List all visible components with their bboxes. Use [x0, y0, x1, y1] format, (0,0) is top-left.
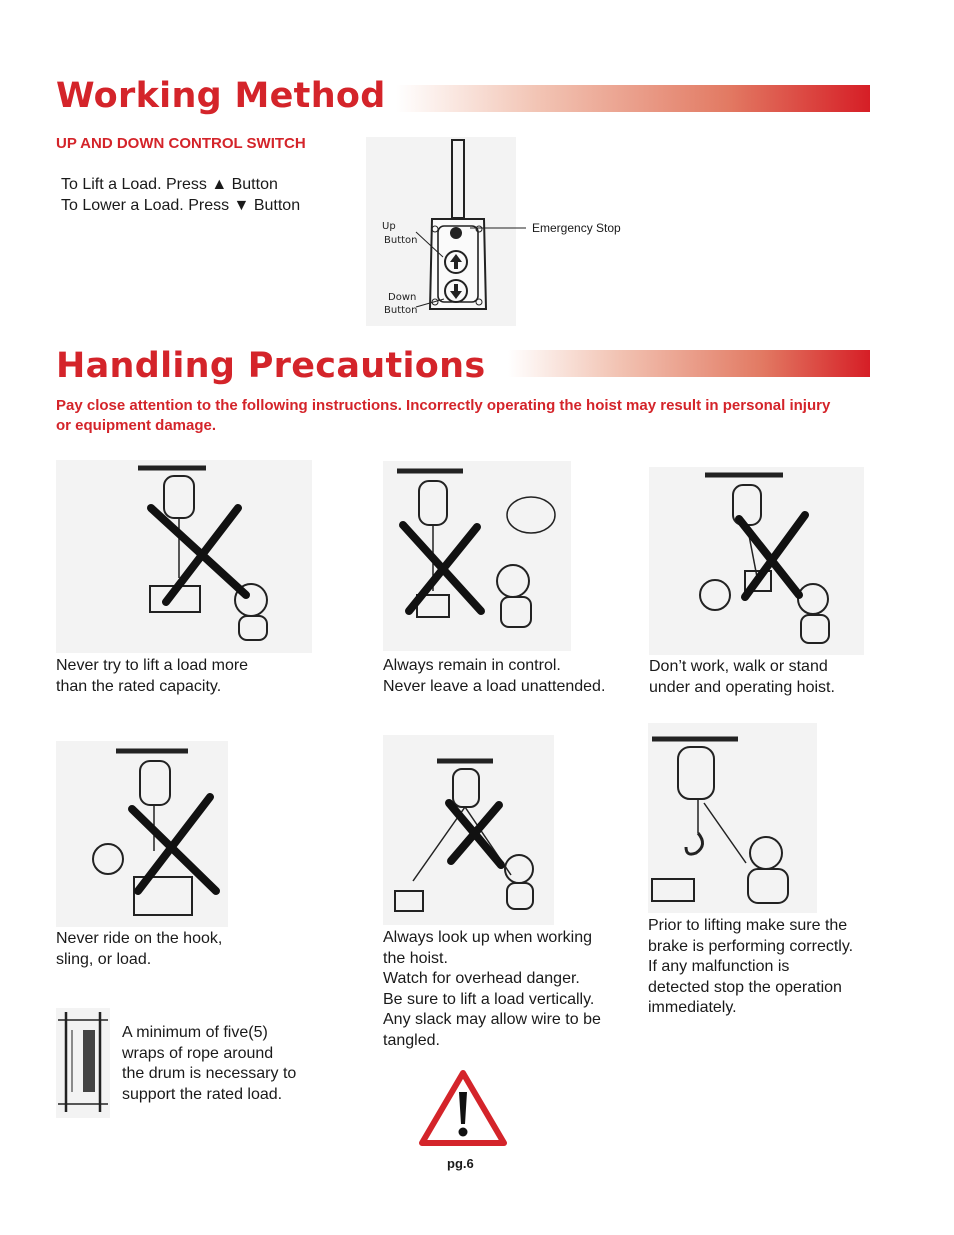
load-box-icon [395, 891, 423, 911]
page-number: pg.6 [447, 1156, 474, 1171]
lower-instruction: To Lower a Load. Press ▼ Button [61, 197, 301, 214]
injured-worker-icon [700, 580, 730, 610]
up-label: Up [382, 221, 396, 232]
prohibited-cross-icon [449, 803, 501, 865]
under-hoist-figure [649, 467, 864, 655]
hoist-icon [419, 481, 447, 525]
load-box-icon [652, 879, 694, 901]
riding-worker-icon [93, 844, 123, 874]
hoist-icon [678, 747, 714, 799]
down-triangle-icon: ▼ [233, 197, 250, 214]
up-triangle-icon: ▲ [211, 176, 228, 193]
down-button-label: Button [384, 305, 418, 316]
worker-icon [750, 837, 782, 869]
thought-bubble-icon [507, 497, 555, 533]
emergency-stop-leader-line [470, 222, 530, 234]
ride-hook-figure [56, 741, 228, 927]
caption-unattended: Always remain in control. Never leave a load unattended. [383, 657, 606, 695]
handling-precautions-title: Handling Precautions [56, 346, 486, 386]
unattended-load-figure [383, 461, 571, 651]
worker-icon [505, 855, 533, 883]
hoist-icon [140, 761, 170, 805]
control-switch-subtitle: UP AND DOWN CONTROL SWITCH [56, 135, 306, 152]
hoist-icon [453, 769, 479, 807]
down-label: Down [388, 292, 417, 303]
overload-figure [56, 460, 312, 653]
prohibited-cross-icon [403, 525, 481, 611]
handling-warning-text: Pay close attention to the following instructions. Incorrectly operating the hoist may result in personal injury or equipment damage. [56, 397, 831, 434]
caption-under-hoist: Don’t work, walk or stand under and operating hoist. [649, 658, 835, 696]
handling-precautions-header-bar [508, 350, 870, 377]
emergency-stop-label: Emergency Stop [532, 221, 621, 235]
emergency-stop-icon [450, 227, 462, 239]
lift-instruction: To Lift a Load. Press ▲ Button [61, 176, 278, 193]
working-method-header-bar [396, 85, 870, 112]
warning-triangle-icon [418, 1068, 508, 1148]
caption-brake-check: Prior to lifting make sure the brake is performing correctly. If any malfunction is detected stop the operation immediately. [648, 917, 854, 1017]
hoist-icon [164, 476, 194, 518]
working-method-title: Working Method [56, 76, 386, 116]
caption-look-up: Always look up when working the hoist. Watch for overhead danger. Be sure to lift a load vertically. Any slack may allow wire to be tangled. [383, 929, 601, 1049]
caption-ride-hook: Never ride on the hook, sling, or load. [56, 930, 223, 968]
rope-drum-figure [56, 1008, 110, 1118]
worker-icon [497, 565, 529, 597]
drum-wraps-note: A minimum of five(5) wraps of rope around the drum is necessary to support the rated load. [122, 1024, 297, 1103]
up-button-label: Button [384, 235, 418, 246]
prohibited-cross-icon [151, 508, 246, 602]
look-up-figure [383, 735, 554, 925]
rope-drum-icon [56, 1008, 110, 1118]
worker-icon [798, 584, 828, 614]
hook-icon [686, 833, 703, 854]
brake-check-figure [648, 723, 817, 913]
caption-overload: Never try to lift a load more than the rated capacity. [56, 657, 249, 695]
